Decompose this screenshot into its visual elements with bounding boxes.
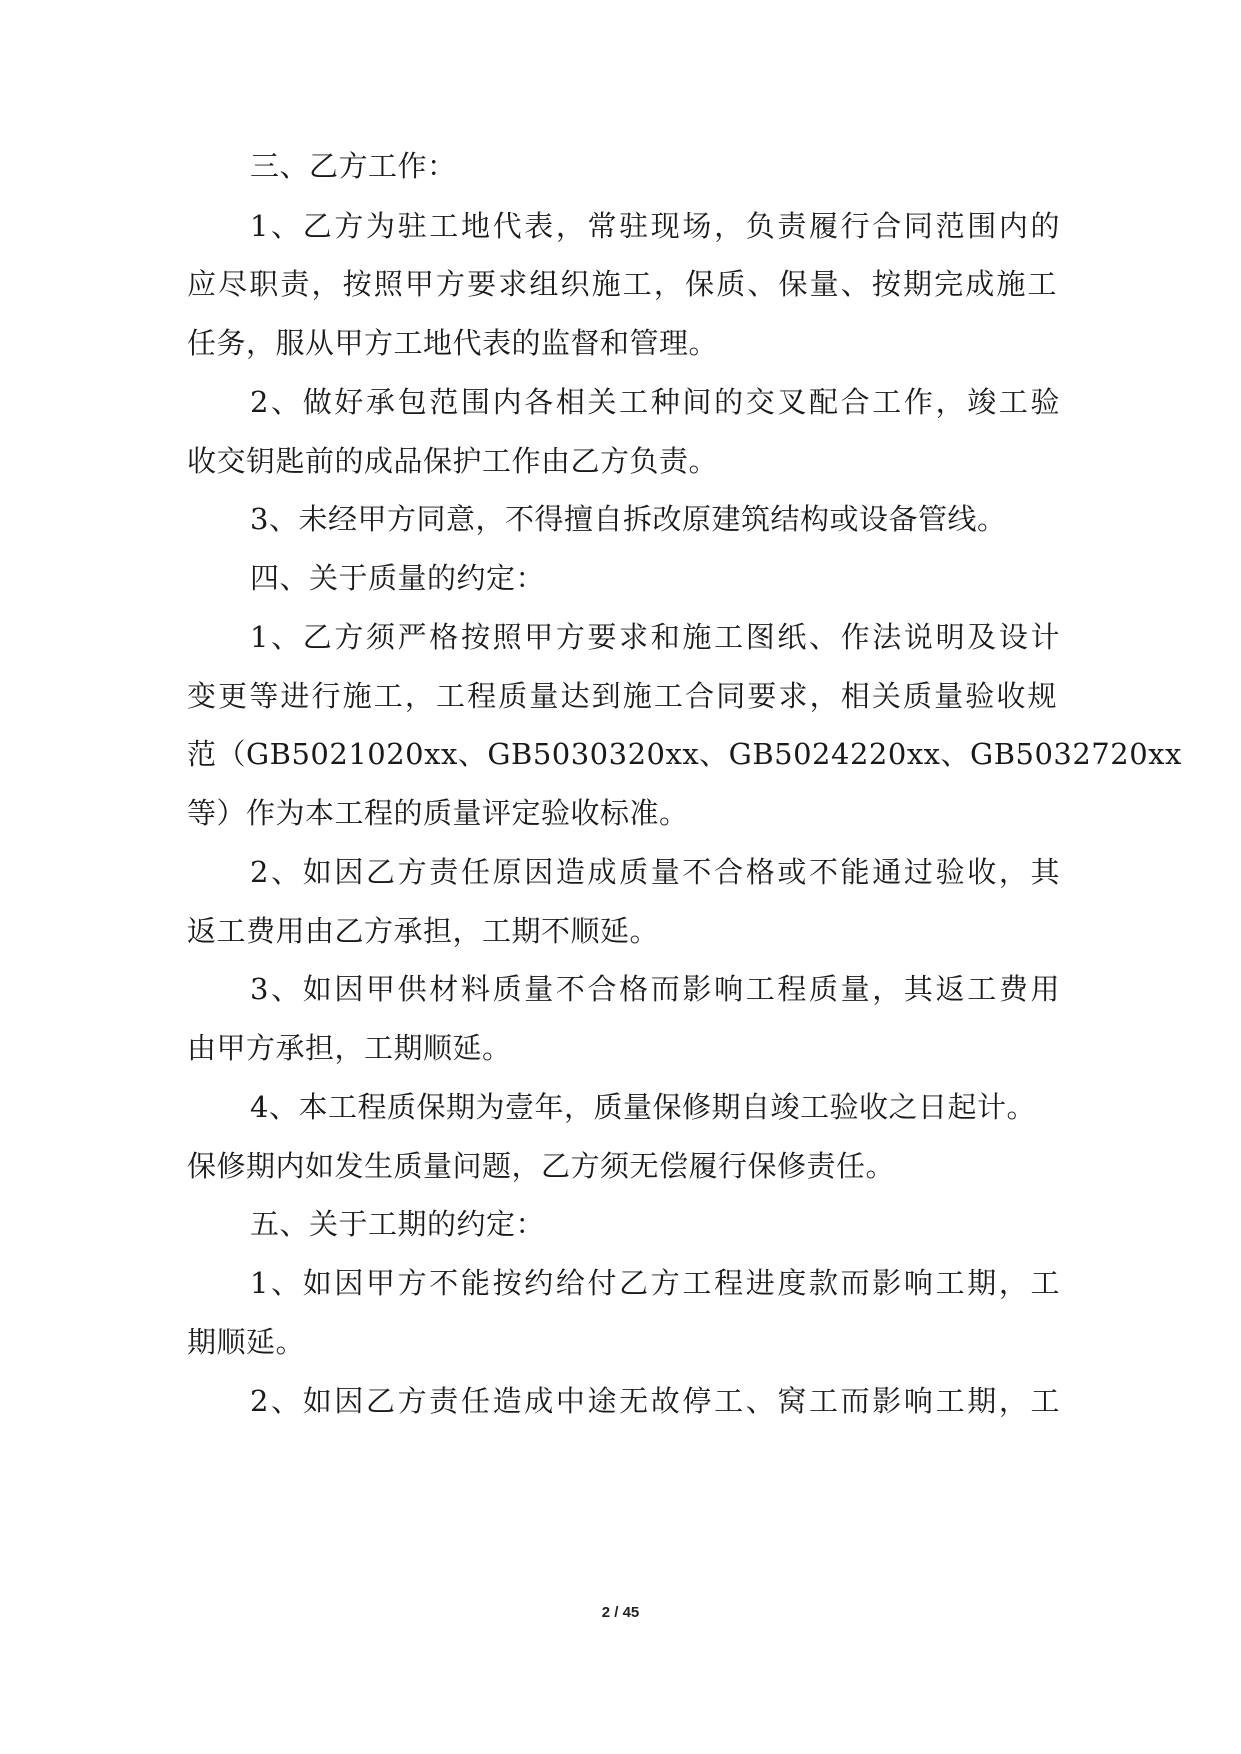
paragraph-line: 1、如因甲方不能按约给付乙方工程进度款而影响工期，工 <box>250 1266 1060 1300</box>
paragraph-line: 4、本工程质保期为壹年，质量保修期自竣工验收之日起计。 <box>250 1090 1036 1124</box>
paragraph-line: 3、未经甲方同意，不得擅自拆改原建筑结构或设备管线。 <box>250 502 1007 536</box>
page-number: 2 / 45 <box>601 1604 640 1621</box>
paragraph-line: 返工费用由乙方承担，工期不顺延。 <box>187 914 660 948</box>
section-heading-3: 三、乙方工作： <box>250 149 457 183</box>
paragraph-line: 期顺延。 <box>187 1325 306 1359</box>
paragraph-line: 保修期内如发生质量问题，乙方须无偿履行保修责任。 <box>187 1149 896 1183</box>
section-heading-4: 四、关于质量的约定： <box>250 561 546 595</box>
paragraph-line: 由甲方承担，工期顺延。 <box>187 1031 512 1065</box>
paragraph-line: 2、做好承包范围内各相关工种间的交叉配合工作，竣工验 <box>250 385 1060 419</box>
paragraph-line: 2、如因乙方责任原因造成质量不合格或不能通过验收，其 <box>250 855 1060 889</box>
paragraph-line: 2、如因乙方责任造成中途无故停工、窝工而影响工期，工 <box>250 1384 1060 1418</box>
section-heading-5: 五、关于工期的约定： <box>250 1207 546 1241</box>
paragraph-line: 3、如因甲供材料质量不合格而影响工程质量，其返工费用 <box>250 972 1060 1006</box>
paragraph-line: 变更等进行施工，工程质量达到施工合同要求，相关质量验收规 <box>187 679 1057 713</box>
paragraph-line: 任务，服从甲方工地代表的监督和管理。 <box>187 326 719 360</box>
paragraph-line: 1、乙方须严格按照甲方要求和施工图纸、作法说明及设计 <box>250 620 1060 654</box>
paragraph-line: 1、乙方为驻工地代表，常驻现场，负责履行合同范围内的 <box>250 209 1060 243</box>
paragraph-line: 应尽职责，按照甲方要求组织施工，保质、保量、按期完成施工 <box>187 267 1057 301</box>
paragraph-line: 范（GB5021020xx、GB5030320xx、GB5024220xx、GB5032720xx <box>187 737 1182 771</box>
paragraph-line: 收交钥匙前的成品保护工作由乙方负责。 <box>187 444 719 478</box>
paragraph-line: 等）作为本工程的质量评定验收标准。 <box>187 796 689 830</box>
